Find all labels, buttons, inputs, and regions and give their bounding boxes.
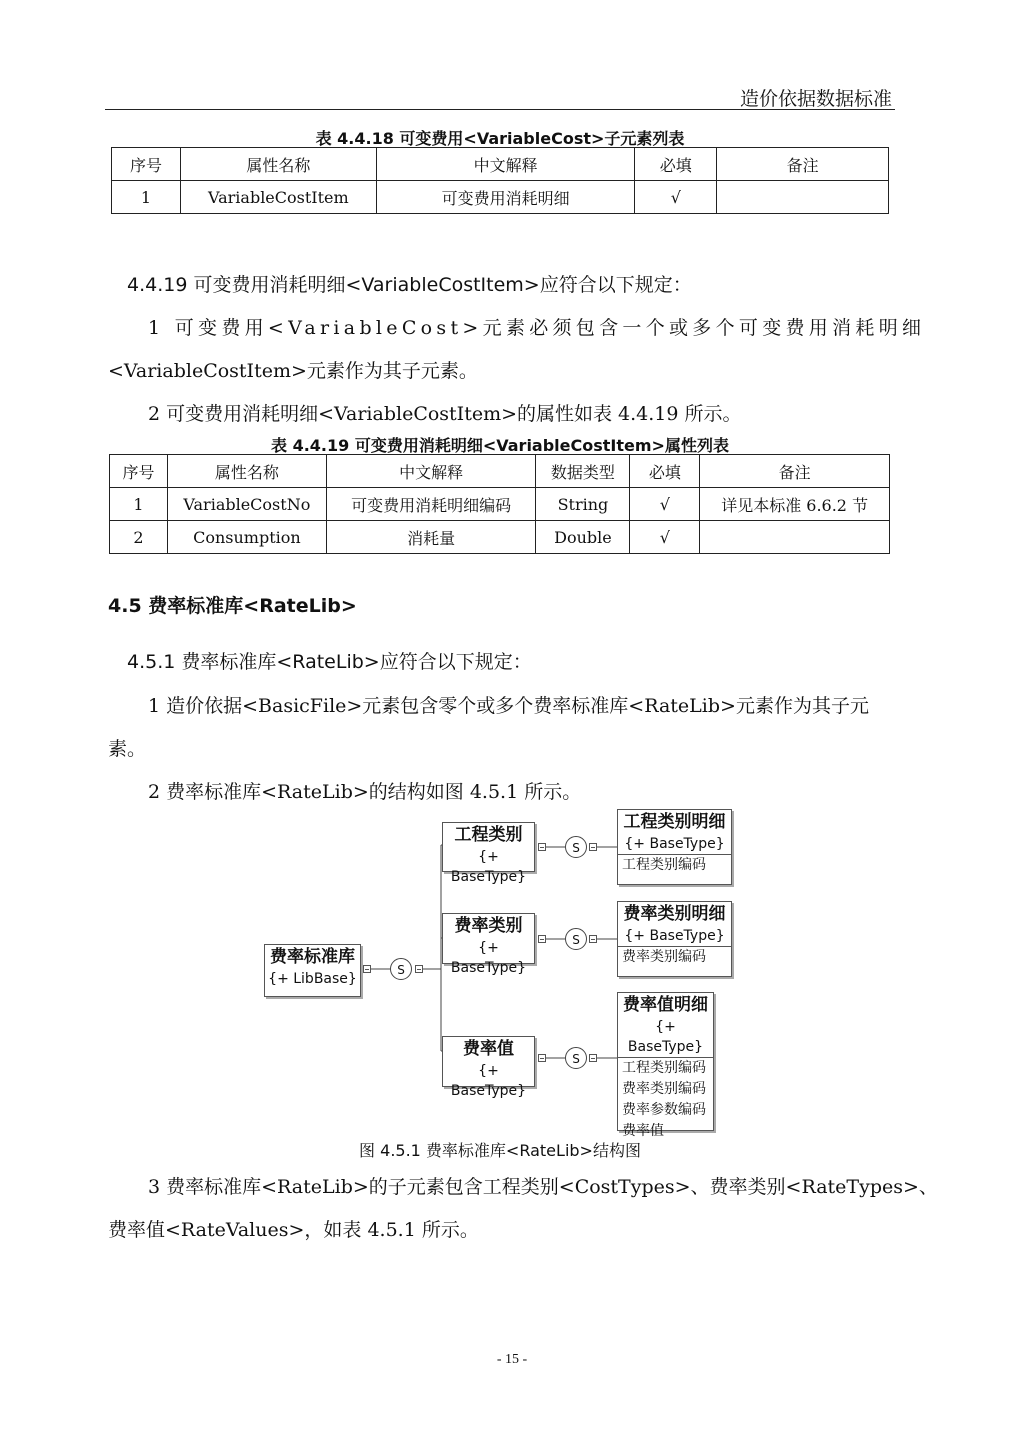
page-number: - 15 - [496, 1352, 528, 1367]
column-header: 必填 [630, 455, 700, 488]
expand-icon [589, 1054, 597, 1062]
section-title: 4.5 费率标准库<RateLib> [108, 595, 357, 617]
node-field: 费率类别编码 [622, 949, 706, 965]
node-base-type: {+ BaseType} [450, 1063, 527, 1099]
table-cell: 1 [112, 181, 181, 214]
column-header: 备注 [717, 148, 889, 181]
node-title: 费率类别明细 [623, 904, 726, 924]
table-caption: 表 4.4.19 可变费用消耗明细<VariableCostItem>属性列表 [271, 436, 729, 455]
node-title: 费率值明细 [623, 995, 708, 1015]
table-cell [700, 521, 890, 554]
paragraph: 1 造价依据<BasicFile>元素包含零个或多个费率标准库<RateLib>元素作为其子元 [148, 695, 869, 717]
table-header-row [112, 148, 889, 181]
paragraph: 3 费率标准库<RateLib>的子元素包含工程类别<CostTypes>、费率类别<RateTypes>、 [148, 1176, 938, 1198]
table-cell: 1 [110, 488, 168, 521]
running-header: 造价依据数据标准 [739, 88, 892, 110]
column-header: 备注 [700, 455, 890, 488]
paragraph: 2 可变费用消耗明细<VariableCostItem>的属性如表 4.4.19 所示。 [148, 403, 742, 425]
expand-icon [589, 843, 597, 851]
node-field: 费率参数编码 [622, 1102, 706, 1118]
node-title: 费率标准库 [270, 947, 355, 967]
column-header: 中文解释 [376, 148, 635, 181]
table-cell: √ [635, 181, 717, 214]
table-row [110, 488, 890, 521]
table-cell: √ [630, 488, 700, 521]
variable-cost-children-table [111, 147, 889, 214]
sequence-compositor-icon: S [565, 928, 587, 950]
column-header: 数据类型 [536, 455, 630, 488]
header-rule [105, 109, 895, 110]
clause-heading: 4.4.19 可变费用消耗明细<VariableCostItem>应符合以下规定： [127, 274, 692, 296]
node-fields [618, 854, 731, 876]
node-title: 工程类别 [454, 825, 523, 845]
table-cell: √ [630, 521, 700, 554]
node-title: 费率值 [463, 1039, 514, 1059]
table-cell: 消耗量 [326, 521, 536, 554]
expand-icon [538, 1054, 546, 1062]
node-base-type: {+ LibBase} [268, 971, 357, 987]
ratelib-structure-diagram [255, 803, 745, 1138]
expand-icon [363, 965, 371, 973]
figure-caption: 图 4.5.1 费率标准库<RateLib>结构图 [359, 1141, 641, 1160]
column-header: 属性名称 [167, 455, 326, 488]
paragraph: 素。 [108, 738, 147, 760]
node-base-type: {+ BaseType} [627, 1019, 704, 1055]
table-caption: 表 4.4.18 可变费用<VariableCost>子元素列表 [315, 129, 685, 148]
table-cell: 2 [110, 521, 168, 554]
node-fields [618, 946, 731, 968]
table-cell: Consumption [167, 521, 326, 554]
column-header: 必填 [635, 148, 717, 181]
column-header: 序号 [112, 148, 181, 181]
rate-values-node [442, 1036, 535, 1099]
column-header: 属性名称 [180, 148, 376, 181]
node-base-type: {+ BaseType} [624, 836, 725, 852]
ratelib-root-node [264, 944, 361, 997]
sequence-compositor-icon: S [565, 836, 587, 858]
expand-icon [538, 935, 546, 943]
paragraph: 1 可变费用<VariableCost>元素必须包含一个或多个可变费用消耗明细 [148, 317, 926, 339]
table-cell: 详见本标准 6.6.2 节 [700, 488, 890, 521]
expand-icon [589, 935, 597, 943]
node-field: 费率值 [622, 1123, 664, 1139]
node-field: 工程类别编码 [622, 857, 706, 873]
table-cell: VariableCostItem [180, 181, 376, 214]
cost-types-node [442, 822, 535, 885]
table-cell: 可变费用消耗明细 [376, 181, 635, 214]
node-base-type: {+ BaseType} [450, 849, 527, 885]
paragraph: 2 费率标准库<RateLib>的结构如图 4.5.1 所示。 [148, 781, 582, 803]
variable-cost-item-attributes-table [109, 454, 890, 554]
sequence-compositor-icon: S [390, 958, 412, 980]
sequence-compositor-icon: S [565, 1047, 587, 1069]
table-cell [717, 181, 889, 214]
node-field: 工程类别编码 [622, 1060, 706, 1076]
node-base-type: {+ BaseType} [450, 940, 527, 976]
node-fields [618, 1057, 713, 1142]
rate-value-detail-node [617, 992, 714, 1139]
node-field: 费率类别编码 [622, 1081, 706, 1097]
node-title: 费率类别 [454, 916, 523, 936]
table-header-row [110, 455, 890, 488]
clause-heading: 4.5.1 费率标准库<RateLib>应符合以下规定： [127, 651, 532, 673]
cost-type-detail-node [617, 809, 732, 885]
paragraph: <VariableCostItem>元素作为其子元素。 [108, 360, 478, 382]
table-cell: VariableCostNo [167, 488, 326, 521]
expand-icon [538, 843, 546, 851]
table-cell: 可变费用消耗明细编码 [326, 488, 536, 521]
node-base-type: {+ BaseType} [624, 928, 725, 944]
paragraph: 费率值<RateValues>，如表 4.5.1 所示。 [108, 1219, 479, 1241]
column-header: 序号 [110, 455, 168, 488]
expand-icon [415, 965, 423, 973]
table-row [112, 181, 889, 214]
column-header: 中文解释 [326, 455, 536, 488]
table-cell: String [536, 488, 630, 521]
rate-type-detail-node [617, 901, 732, 977]
table-row [110, 521, 890, 554]
node-title: 工程类别明细 [623, 812, 726, 832]
table-cell: Double [536, 521, 630, 554]
rate-types-node [442, 913, 535, 976]
